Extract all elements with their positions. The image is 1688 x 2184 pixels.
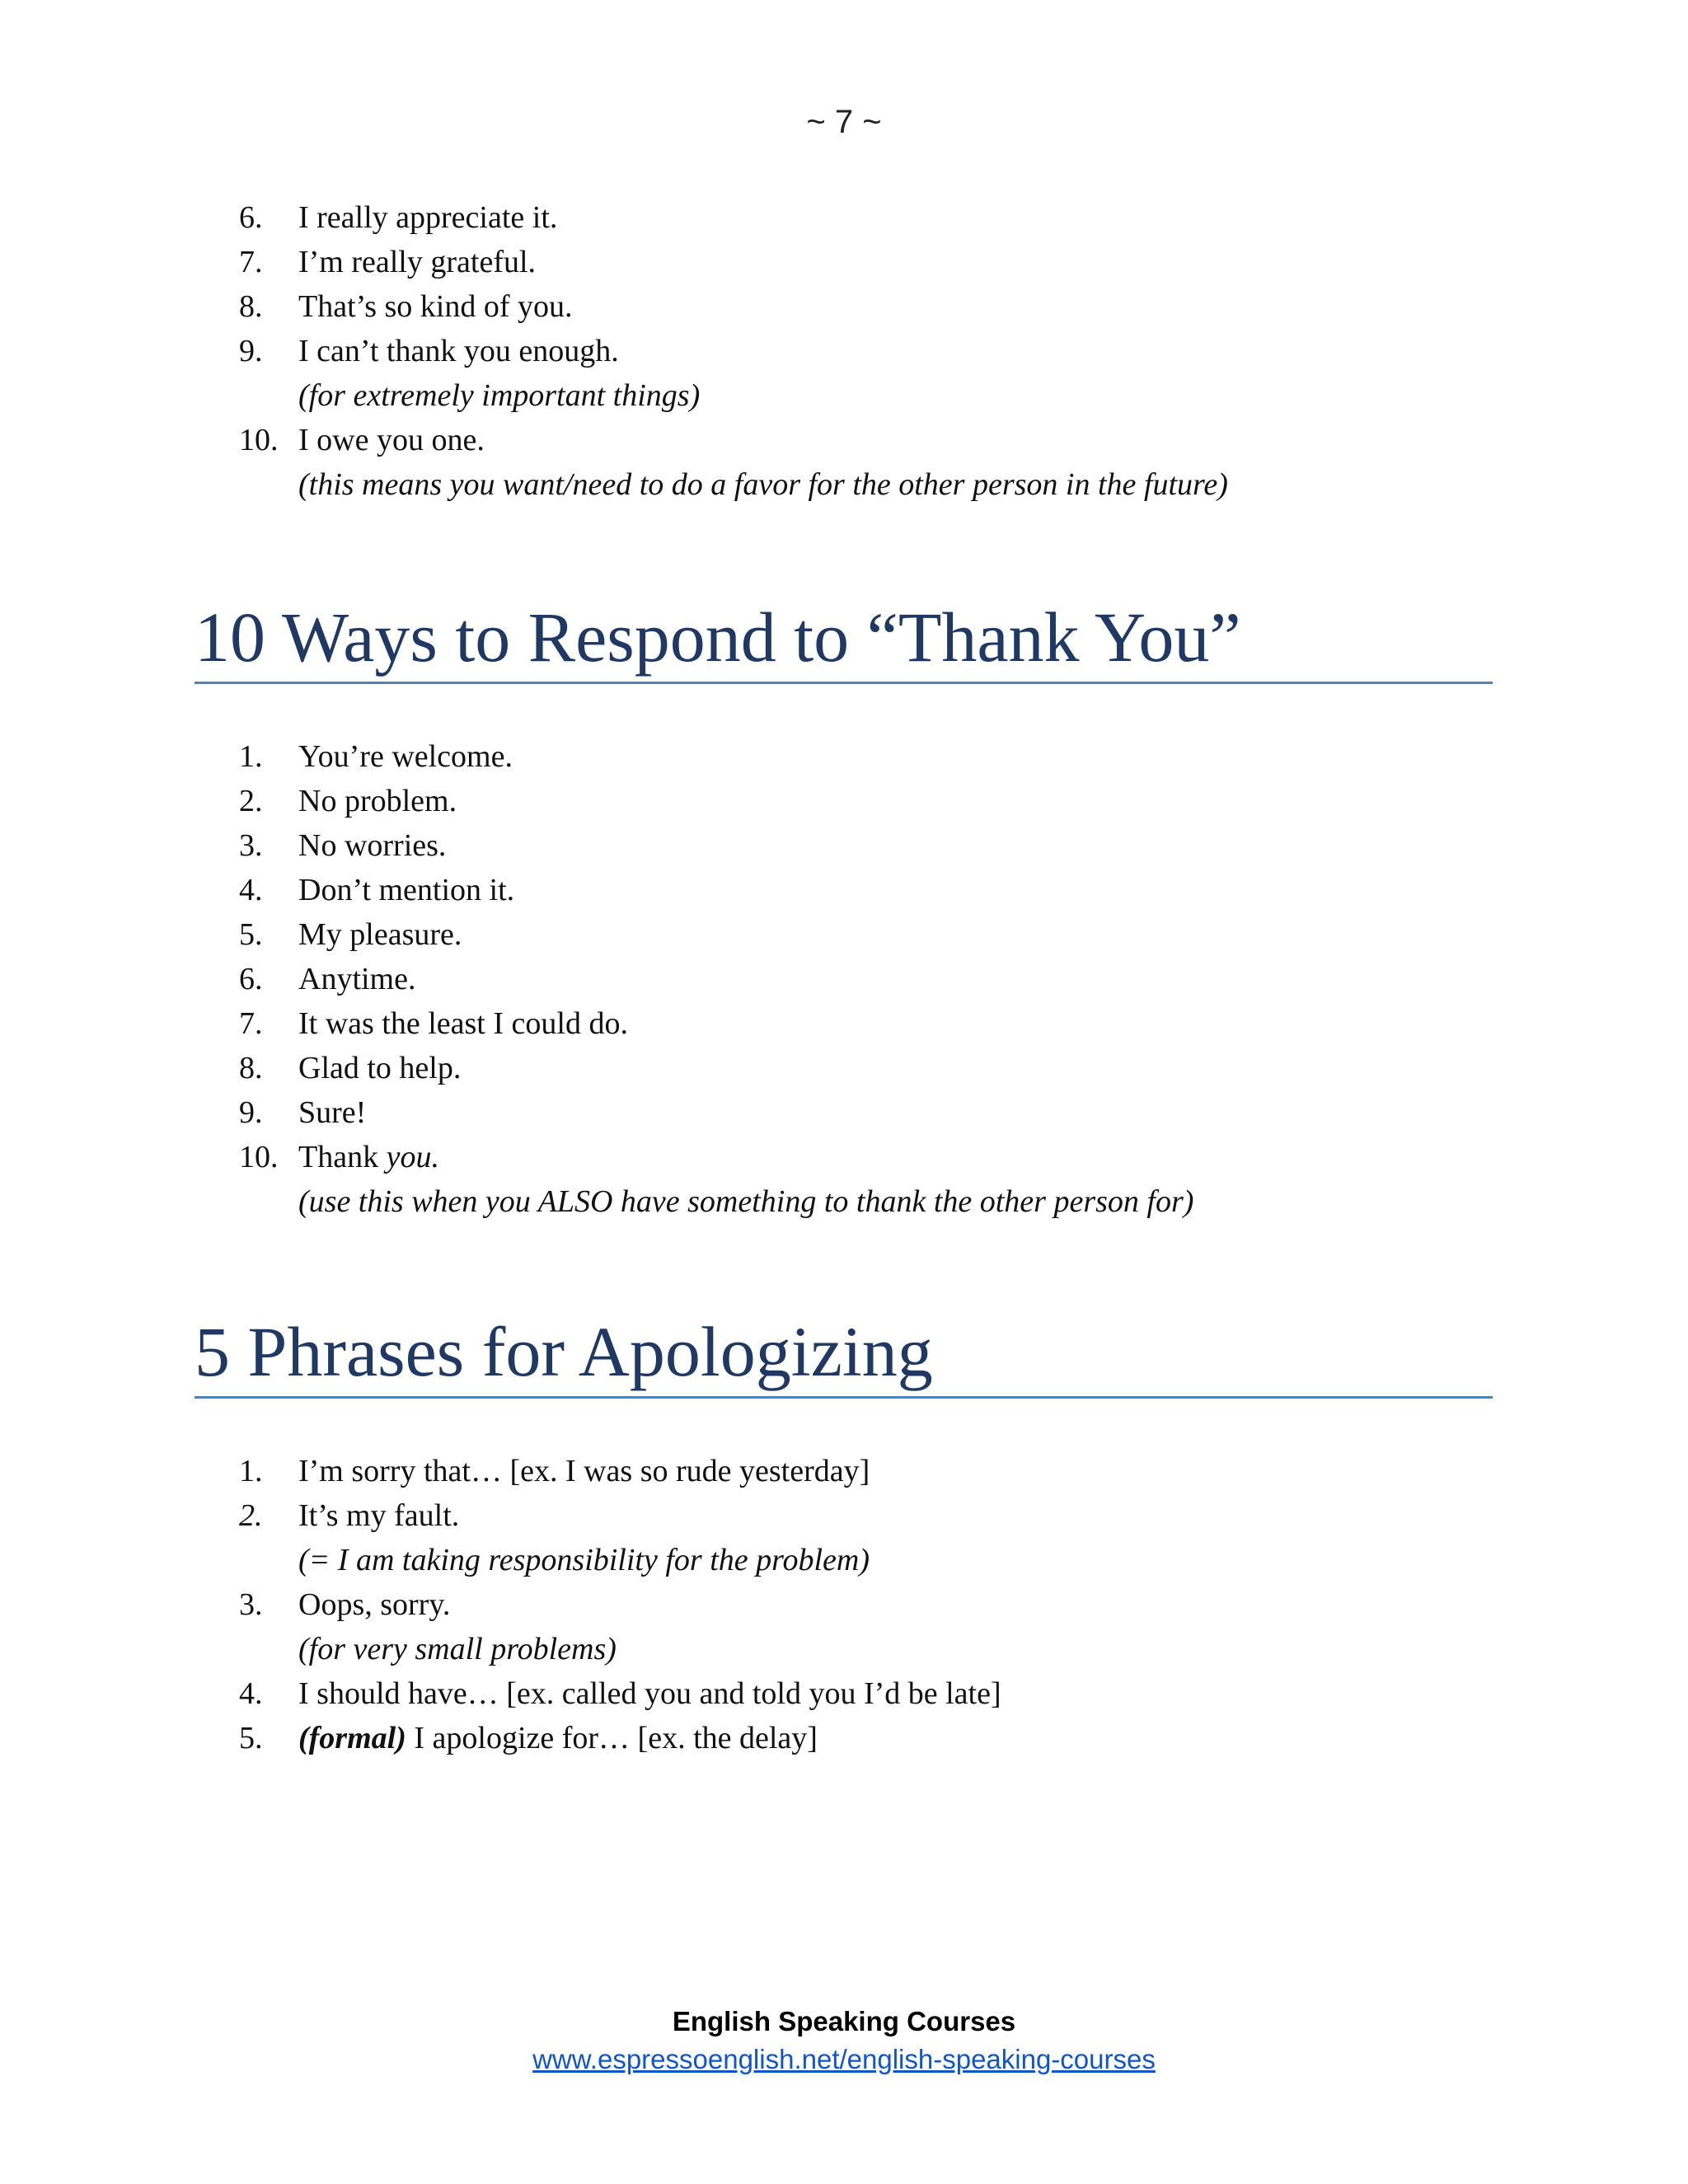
apology-phrases-list: [239, 1449, 1001, 1760]
item-number: 5.: [239, 917, 263, 952]
item-number: 2.: [239, 1498, 263, 1533]
list-item: [239, 779, 1193, 823]
item-number: 7.: [239, 1006, 263, 1041]
list-item: [239, 1135, 1193, 1224]
item-note: (use this when you ALSO have something to thank the other person for): [298, 1184, 1194, 1219]
item-text: I’m sorry that… [ex. I was so rude yesterday]: [298, 1454, 870, 1488]
list-item: [239, 1716, 1001, 1760]
item-text: No problem.: [298, 784, 457, 818]
item-number: 9.: [239, 1095, 263, 1130]
list-item: [239, 329, 1228, 418]
list-item: [239, 1449, 1001, 1493]
item-text: I’m really grateful.: [298, 245, 537, 279]
list-item: [239, 284, 1228, 329]
item-text: It was the least I could do.: [298, 1006, 628, 1041]
item-text: I should have… [ex. called you and told you I’d be late]: [298, 1676, 1001, 1711]
list-item: [239, 823, 1193, 868]
item-text: No worries.: [298, 828, 447, 863]
item-text: Thank: [298, 1140, 387, 1174]
list-item: [239, 240, 1228, 284]
item-number: 4.: [239, 873, 263, 907]
item-text: I really appreciate it.: [298, 200, 558, 235]
list-item: [239, 1001, 1193, 1046]
item-text: I apologize for… [ex. the delay]: [406, 1721, 818, 1755]
item-number: 2.: [239, 784, 263, 818]
item-text: My pleasure.: [298, 917, 462, 952]
list-item: [239, 912, 1193, 957]
item-number: 9.: [239, 334, 263, 368]
list-item: [239, 1046, 1193, 1090]
item-number: 4.: [239, 1676, 263, 1711]
thanks-phrases-list: [239, 195, 1228, 507]
item-note: (this means you want/need to do a favor for the other person in the future): [298, 467, 1228, 502]
page-number: ~ 7 ~: [806, 104, 882, 140]
list-item: [239, 734, 1193, 779]
list-item: [239, 195, 1228, 240]
item-note: (for very small problems): [298, 1632, 617, 1666]
footer: [0, 2003, 1688, 2079]
item-note: (for extremely important things): [298, 378, 701, 413]
item-prefix: (formal): [298, 1721, 406, 1755]
item-text: It’s my fault.: [298, 1498, 460, 1533]
footer-title: English Speaking Courses: [672, 2006, 1016, 2036]
item-number: 7.: [239, 245, 263, 279]
item-number: 8.: [239, 289, 263, 324]
item-text: Oops, sorry.: [298, 1587, 451, 1622]
item-text: That’s so kind of you.: [298, 289, 573, 324]
item-text: I can’t thank you enough.: [298, 334, 619, 368]
item-text: I owe you one.: [298, 423, 485, 457]
list-item: [239, 1582, 1001, 1671]
list-item: [239, 1671, 1001, 1716]
list-item: [239, 957, 1193, 1001]
section-heading-apologizing: 5 Phrases for Apologizing: [195, 1310, 1493, 1399]
item-text: You’re welcome.: [298, 739, 513, 774]
item-number: 6.: [239, 962, 263, 996]
item-emphasis: you.: [386, 1140, 439, 1174]
item-number: 1.: [239, 1454, 263, 1488]
list-item: [239, 1090, 1193, 1135]
item-number: 3.: [239, 1587, 263, 1622]
item-number: 5.: [239, 1721, 263, 1755]
list-item: [239, 868, 1193, 912]
item-number: 6.: [239, 200, 263, 235]
item-note: (= I am taking responsibility for the problem): [298, 1543, 870, 1577]
item-number: 8.: [239, 1051, 263, 1085]
respond-phrases-list: [239, 734, 1193, 1224]
item-text: Sure!: [298, 1095, 367, 1130]
item-number: 3.: [239, 828, 263, 863]
item-number: 10.: [239, 1140, 279, 1174]
footer-link[interactable]: www.espressoenglish.net/english-speaking-courses: [532, 2044, 1156, 2074]
item-number: 10.: [239, 423, 279, 457]
item-text: Anytime.: [298, 962, 416, 996]
section-heading-respond: 10 Ways to Respond to “Thank You”: [195, 596, 1493, 684]
item-text: Glad to help.: [298, 1051, 462, 1085]
item-text: Don’t mention it.: [298, 873, 515, 907]
list-item: [239, 1493, 1001, 1582]
item-number: 1.: [239, 739, 263, 774]
list-item: [239, 418, 1228, 507]
